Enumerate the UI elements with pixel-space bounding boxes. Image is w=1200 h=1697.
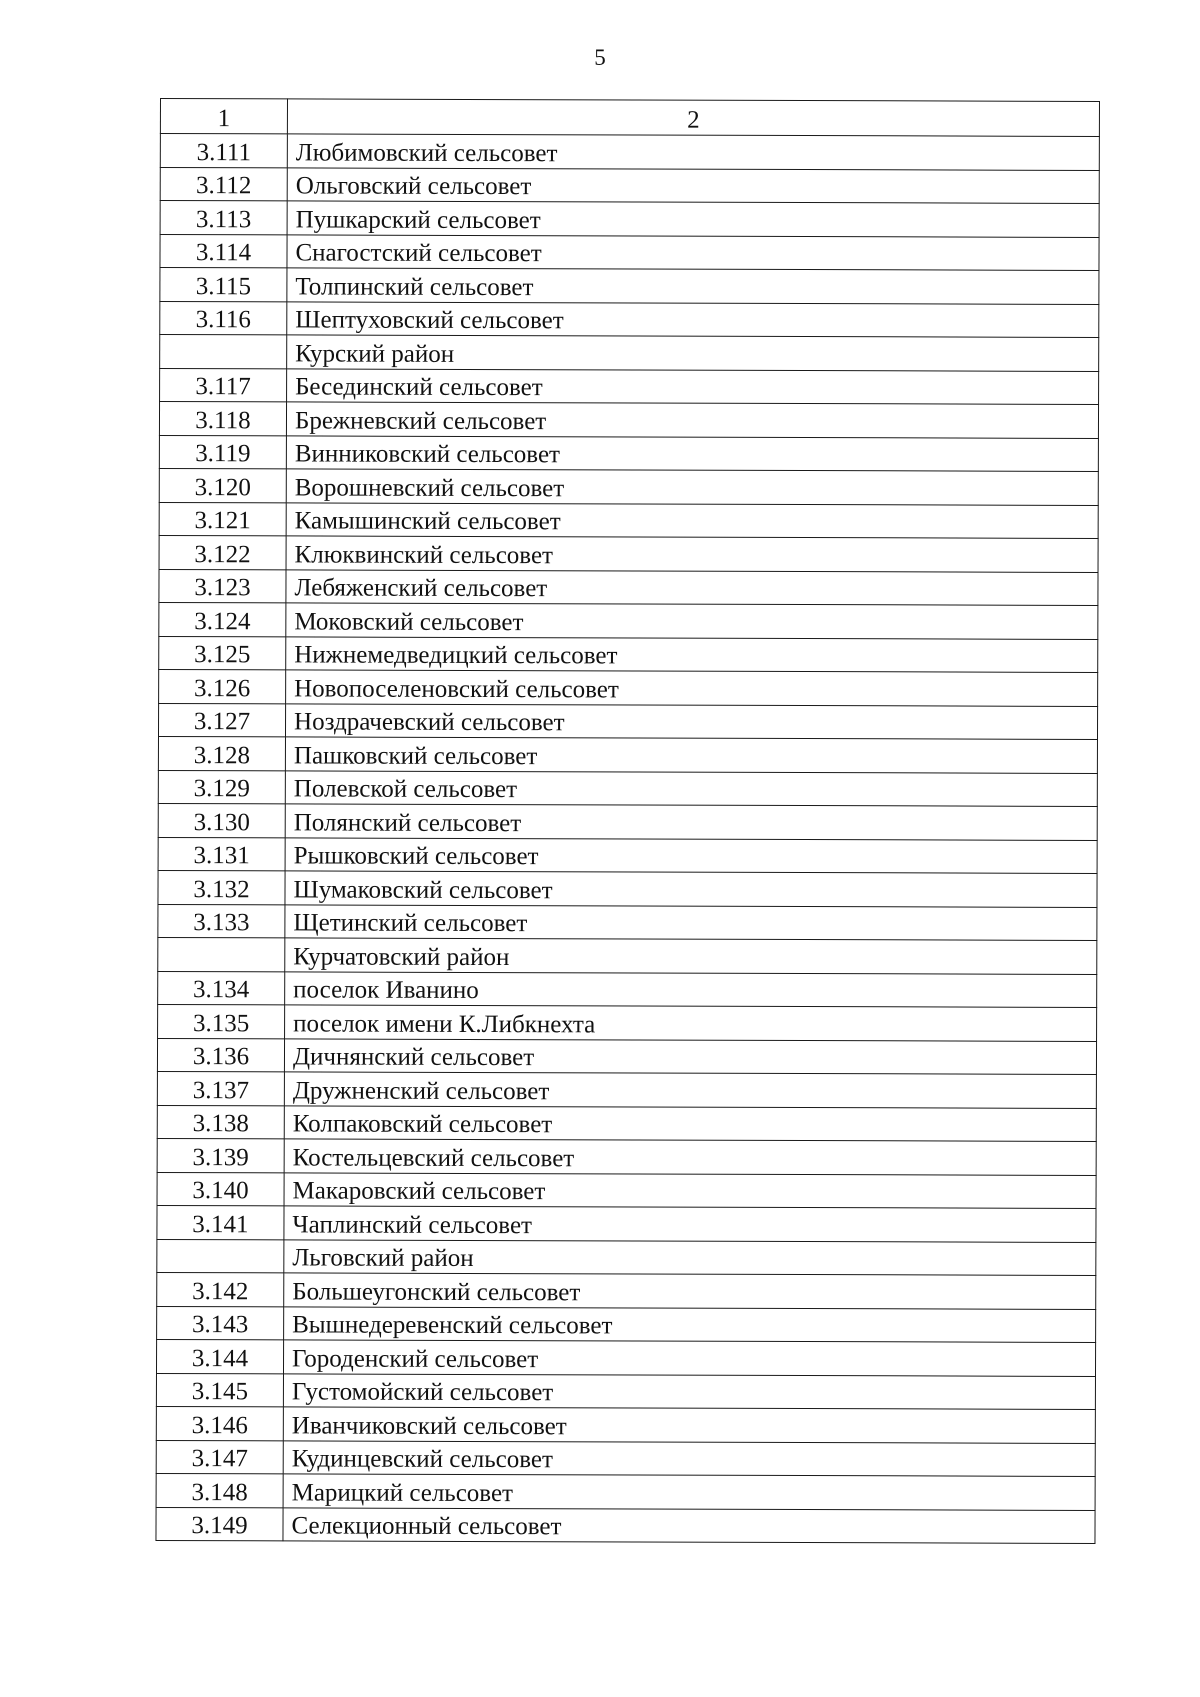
row-number: 3.111 xyxy=(160,134,287,168)
municipalities-table xyxy=(155,98,1100,1544)
table-row xyxy=(157,1038,1096,1074)
row-number xyxy=(158,937,285,971)
table-row xyxy=(159,402,1098,438)
municipality-name: Ворошневский сельсовет xyxy=(286,469,1098,505)
municipality-name: Полянский сельсовет xyxy=(285,804,1097,840)
table-row xyxy=(157,1205,1096,1241)
municipality-name: Снагостский сельсовет xyxy=(287,234,1099,270)
municipality-name: Густомойский сельсовет xyxy=(283,1373,1095,1409)
row-number: 3.116 xyxy=(160,301,287,335)
table-row xyxy=(157,1138,1096,1174)
table-row xyxy=(158,736,1097,772)
district-name: Курчатовский район xyxy=(285,938,1097,974)
table-row xyxy=(157,1071,1096,1107)
row-number xyxy=(157,1239,284,1273)
municipality-name: Вышнедеревенский сельсовет xyxy=(284,1306,1096,1342)
municipality-name: Городенский сельсовет xyxy=(283,1340,1095,1376)
district-heading-row xyxy=(157,1239,1096,1275)
municipality-name: Костельцевский сельсовет xyxy=(284,1139,1096,1175)
table-row xyxy=(158,1004,1097,1040)
header-column-2: 2 xyxy=(287,99,1099,137)
district-name: Льговский район xyxy=(284,1239,1096,1275)
table-row xyxy=(157,1105,1096,1141)
table-row xyxy=(156,1440,1095,1476)
row-number: 3.145 xyxy=(156,1373,283,1407)
municipality-name: поселок Иванино xyxy=(285,971,1097,1007)
header-column-1: 1 xyxy=(160,99,287,134)
municipality-name: Рышковский сельсовет xyxy=(285,837,1097,873)
municipality-name: Селекционный сельсовет xyxy=(283,1507,1095,1543)
table-row xyxy=(158,770,1097,806)
row-number: 3.137 xyxy=(157,1071,284,1105)
row-number: 3.134 xyxy=(158,971,285,1005)
row-number: 3.135 xyxy=(158,1004,285,1038)
table-row xyxy=(156,1373,1095,1409)
table-row xyxy=(159,669,1098,705)
municipality-name: Винниковский сельсовет xyxy=(286,435,1098,471)
municipality-name: Иванчиковский сельсовет xyxy=(283,1407,1095,1443)
municipality-name: Чаплинский сельсовет xyxy=(284,1206,1096,1242)
municipality-name: Ноздрачевский сельсовет xyxy=(285,703,1097,739)
district-heading-row xyxy=(158,937,1097,973)
table-row xyxy=(156,1473,1095,1509)
municipality-name: Камышинский сельсовет xyxy=(286,502,1098,538)
row-number: 3.146 xyxy=(156,1406,283,1440)
table-row xyxy=(156,1339,1095,1375)
table-row xyxy=(160,268,1099,304)
municipality-name: Брежневский сельсовет xyxy=(286,402,1098,438)
row-number: 3.121 xyxy=(159,502,286,536)
row-number: 3.141 xyxy=(157,1205,284,1239)
table-row xyxy=(159,435,1098,471)
row-number: 3.132 xyxy=(158,870,285,904)
table-row xyxy=(157,1306,1096,1342)
row-number: 3.148 xyxy=(156,1473,283,1507)
row-number: 3.119 xyxy=(159,435,286,469)
table-row xyxy=(160,368,1099,404)
row-number: 3.112 xyxy=(160,167,287,201)
row-number: 3.130 xyxy=(158,803,285,837)
municipality-name: Дичнянский сельсовет xyxy=(284,1038,1096,1074)
table-row xyxy=(158,803,1097,839)
row-number: 3.117 xyxy=(160,368,287,402)
table-row xyxy=(159,569,1098,605)
table-row xyxy=(159,602,1098,638)
row-number: 3.136 xyxy=(157,1038,284,1072)
row-number: 3.114 xyxy=(160,234,287,268)
municipality-name: Щетинский сельсовет xyxy=(285,904,1097,940)
table-row xyxy=(159,636,1098,672)
table-row xyxy=(157,1272,1096,1308)
row-number: 3.139 xyxy=(157,1138,284,1172)
district-name: Курский район xyxy=(287,335,1099,371)
municipality-name: Новопоселеновский сельсовет xyxy=(286,670,1098,706)
table-row xyxy=(158,971,1097,1007)
row-number: 3.131 xyxy=(158,837,285,871)
row-number: 3.142 xyxy=(157,1272,284,1306)
municipality-name: Шептуховский сельсовет xyxy=(287,301,1099,337)
row-number: 3.138 xyxy=(157,1105,284,1139)
row-number: 3.127 xyxy=(158,703,285,737)
table-row xyxy=(160,201,1099,237)
row-number: 3.126 xyxy=(159,669,286,703)
table-row xyxy=(156,1507,1095,1543)
row-number: 3.149 xyxy=(156,1507,283,1541)
table-row xyxy=(158,904,1097,940)
municipality-name: Пашковский сельсовет xyxy=(285,737,1097,773)
municipality-name: Шумаковский сельсовет xyxy=(285,871,1097,907)
row-number: 3.128 xyxy=(158,736,285,770)
table-row xyxy=(160,234,1099,270)
row-number: 3.122 xyxy=(159,535,286,569)
municipality-name: Марицкий сельсовет xyxy=(283,1474,1095,1510)
municipality-name: поселок имени К.Либкнехта xyxy=(285,1005,1097,1041)
table-row xyxy=(159,535,1098,571)
row-number: 3.118 xyxy=(159,402,286,436)
table-row xyxy=(158,837,1097,873)
municipality-name: Толпинский сельсовет xyxy=(287,268,1099,304)
row-number: 3.143 xyxy=(157,1306,284,1340)
table-body xyxy=(156,99,1100,1544)
row-number: 3.140 xyxy=(157,1172,284,1206)
row-number: 3.123 xyxy=(159,569,286,603)
table-row xyxy=(158,870,1097,906)
table-header-row xyxy=(160,99,1099,137)
table-row xyxy=(159,468,1098,504)
municipality-name: Лебяженский сельсовет xyxy=(286,569,1098,605)
table-row xyxy=(156,1406,1095,1442)
municipality-name: Полевской сельсовет xyxy=(285,770,1097,806)
row-number: 3.133 xyxy=(158,904,285,938)
municipality-name: Дружненский сельсовет xyxy=(284,1072,1096,1108)
municipality-name: Нижнемедведицкий сельсовет xyxy=(286,636,1098,672)
municipality-name: Пушкарский сельсовет xyxy=(287,201,1099,237)
row-number: 3.147 xyxy=(156,1440,283,1474)
page-number: 5 xyxy=(594,45,606,70)
table-row xyxy=(160,134,1099,170)
district-heading-row xyxy=(160,335,1099,371)
municipality-name: Любимовский сельсовет xyxy=(287,134,1099,170)
row-number: 3.129 xyxy=(158,770,285,804)
table-row xyxy=(160,301,1099,337)
row-number: 3.124 xyxy=(159,602,286,636)
municipality-name: Колпаковский сельсовет xyxy=(284,1105,1096,1141)
municipality-name: Ольговский сельсовет xyxy=(287,167,1099,203)
row-number: 3.113 xyxy=(160,201,287,235)
table-row xyxy=(159,502,1098,538)
table-row xyxy=(160,167,1099,203)
municipality-name: Моковский сельсовет xyxy=(286,603,1098,639)
row-number: 3.125 xyxy=(159,636,286,670)
table-row xyxy=(158,703,1097,739)
table-row xyxy=(157,1172,1096,1208)
row-number: 3.120 xyxy=(159,468,286,502)
row-number: 3.115 xyxy=(160,268,287,302)
row-number xyxy=(160,335,287,369)
municipality-name: Большеугонский сельсовет xyxy=(284,1273,1096,1309)
municipality-name: Клюквинский сельсовет xyxy=(286,536,1098,572)
row-number: 3.144 xyxy=(156,1339,283,1373)
municipality-name: Бесединский сельсовет xyxy=(287,368,1099,404)
municipality-name: Кудинцевский сельсовет xyxy=(283,1440,1095,1476)
municipality-name: Макаровский сельсовет xyxy=(284,1172,1096,1208)
